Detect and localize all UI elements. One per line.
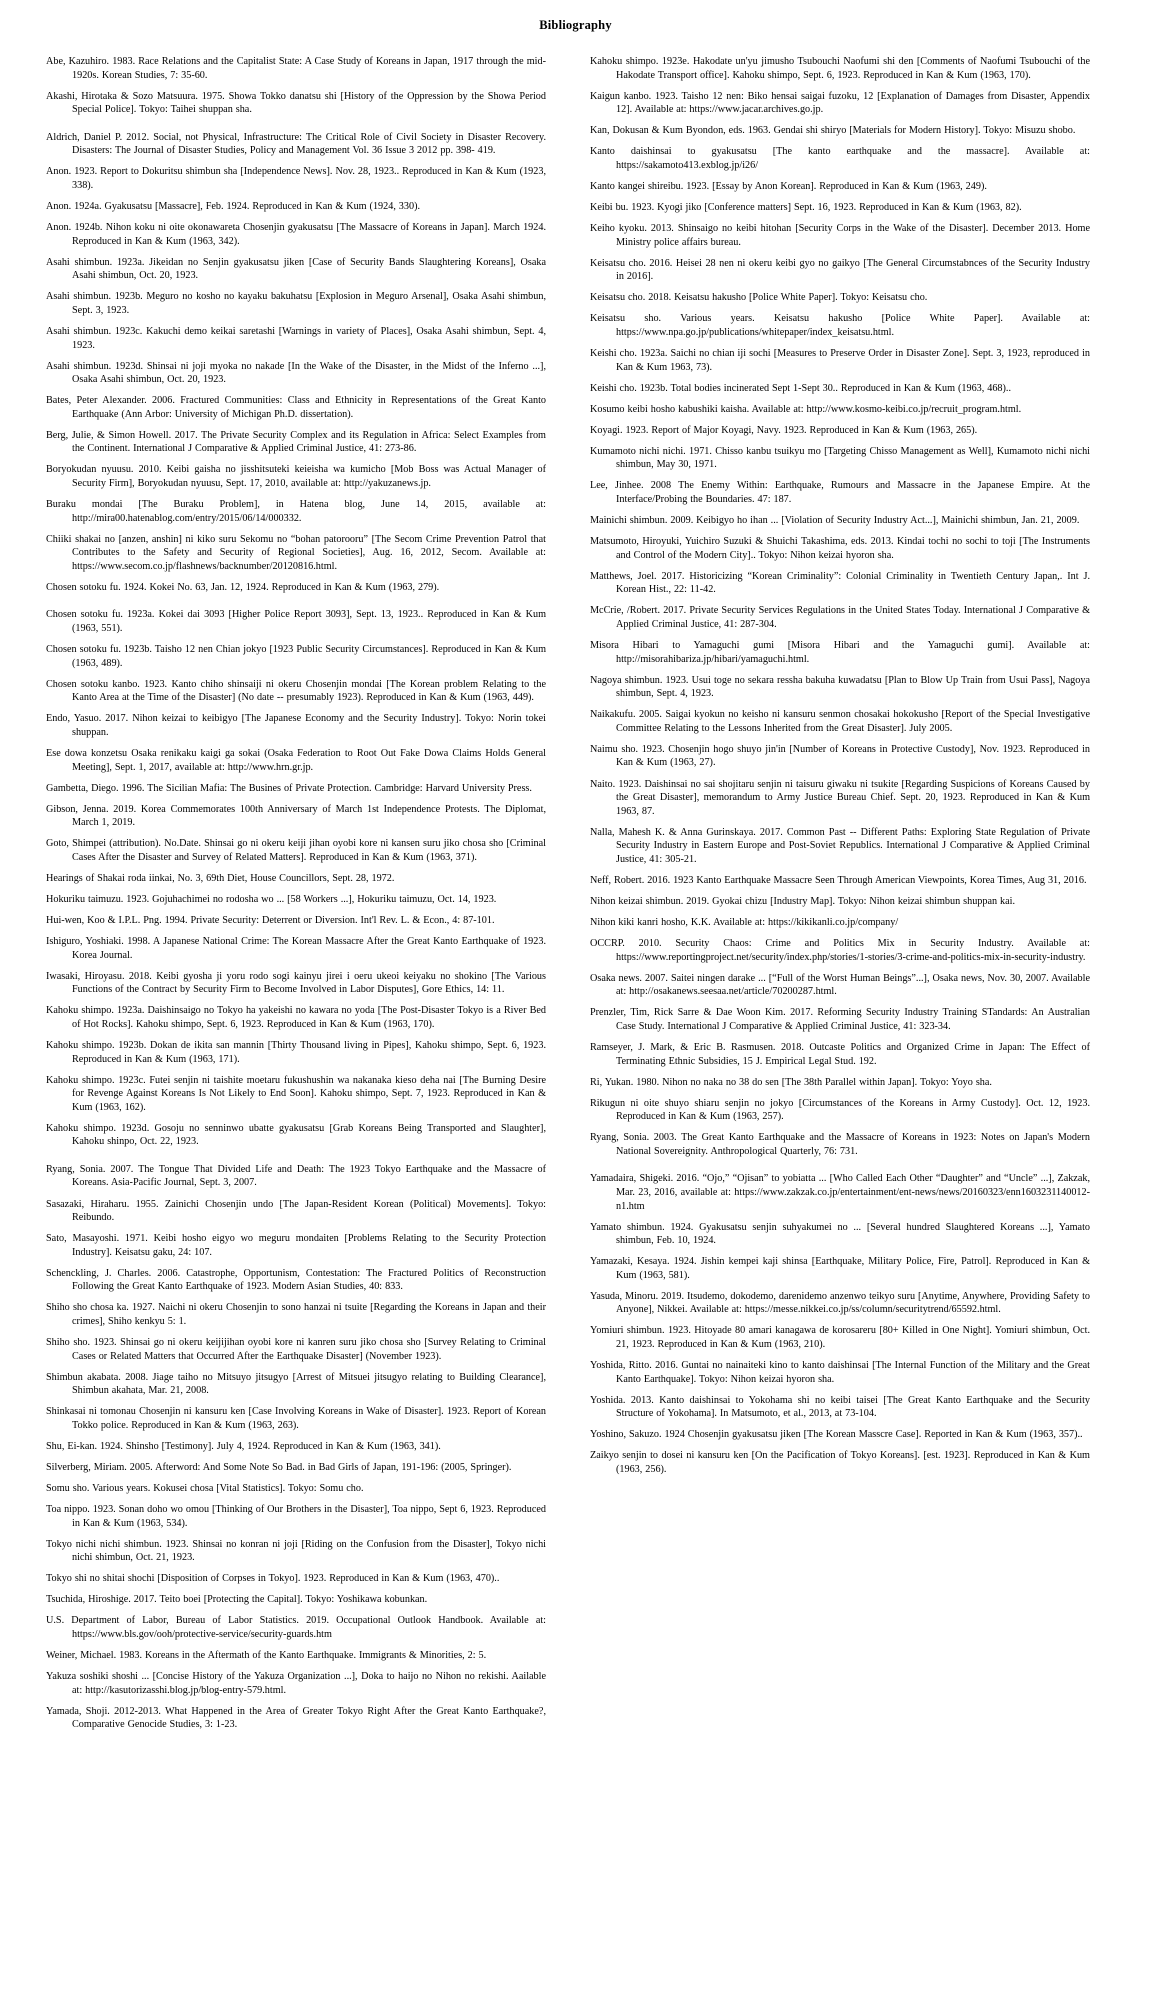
bibliography-entry: Kan, Dokusan & Kum Byondon, eds. 1963. Gendai shi shiryo [Materials for Modern History]. Tokyo: Misuzu shobo. [590,125,1076,137]
bibliography-entry: Tokyo shi no shitai shochi [Disposition of Corpses in Tokyo]. 1923. Reproduced in Kan & Kum (1963, 470).. [46,1573,500,1585]
bibliography-entry: Silverberg, Miriam. 2005. Afterword: And Some Note So Bad. in Bad Girls of Japan, 191-196: (2005, Springer). [46,1461,512,1473]
bibliography-entry: Anon. 1923. Report to Dokuritsu shimbun sha [Independence News]. Nov. 28, 1923.. Reproduced in Kan & Kum (1923, 338). [46,166,546,191]
bibliography-entry: Ishiguro, Yoshiaki. 1998. A Japanese National Crime: The Korean Massacre After the Great Kanto Earthquake of 1923. Korea Journal. [46,936,546,961]
bibliography-entry: Ese dowa konzetsu Osaka renikaku kaigi ga sokai (Osaka Federation to Root Out Fake Dowa Claims Holds General Meeting], Sept. 1, 2017, available at: http://www.hrn.gr.jp. [46,747,546,773]
bibliography-entry: Misora Hibari to Yamaguchi gumi [Misora Hibari and the Yamaguchi gumi]. Available at: http://misorahibariza.jp/hibari/yamaguchi.html. [590,640,1090,665]
bibliography-entry: Kumamoto nichi nichi. 1971. Chisso kanbu tsuikyu mo [Targeting Chisso Management as Well], Kumamoto nichi nichi shimbun, May 30, 1971. [590,445,1090,471]
bibliography-entry: Iwasaki, Hiroyasu. 2018. Keibi gyosha ji yoru rodo sogi kainyu jirei i oeru ukeoi keiyaku no shokino [The Various Functions of the Contract by Security Firm to Become Involved in Labor Disputes], Gore Ethics, 14: 11. [46,970,546,996]
bibliography-entry: Hearings of Shakai roda iinkai, No. 3, 69th Diet, House Councillors, Sept. 28, 1972. [46,872,395,884]
bibliography-entry: Ramseyer, J. Mark, & Eric B. Rasmusen. 2018. Outcaste Politics and Organized Crime in Japan: The Effect of Terminating Ethnic Subsidies, 15 J. Empirical Legal Stud. 192. [590,1041,1090,1067]
bibliography-entry: Lee, Jinhee. 2008 The Enemy Within: Earthquake, Rumours and Massacre in the Japanese Empire. At the Interface/Probing the Boundaries. 47: 187. [590,480,1090,505]
bibliography-entry: Kanto kangei shireibu. 1923. [Essay by Anon Korean]. Reproduced in Kan & Kum (1963, 249). [590,180,987,192]
bibliography-entry: Kahoku shimpo. 1923e. Hakodate un'yu jimusho Tsubouchi Naofumi shi den [Comments of Naofumi Tsubouchi of the Hakodate Transport office]. Kahoku shimpo, Sept. 6, 1923. Reproduced in Kan & Kum (1963, 170). [590,56,1090,81]
bibliography-entry: Koyagi. 1923. Report of Major Koyagi, Navy. 1923. Reproduced in Kan & Kum (1963, 265). [590,424,978,436]
bibliography-entry: Chosen sotoku fu. 1923a. Kokei dai 3093 [Higher Police Report 3093], Sept. 13, 1923.. Reproduced in Kan & Kum (1963, 551). [46,609,546,634]
bibliography-entry: Yoshida, Ritto. 2016. Guntai no nainaiteki kino to kanto daishinsai [The Internal Function of the Military and the Great Kanto Earthquake]. Tokyo: Nihon keizai hyoron sha. [590,1360,1090,1385]
right-column [590,55,1090,1484]
bibliography-entry: Schenckling, J. Charles. 2006. Catastrophe, Opportunism, Contestation: The Fractured Politics of Reconstruction Following the Great Kanto Earthquake of 1923. Modern Asian Studies, 40: 833. [46,1267,546,1293]
bibliography-entry: Yamadaira, Shigeki. 2016. “Ojo,” “Ojisan” to yobiatta ... [Who Called Each Other “Daughter” and “Uncle” ...], Zakzak, Mar. 23, 2016, available at: https://www.zakzak.co.jp/entertainment/ent-news/news/20160323/enn1603231140012-n1.htm [590,1173,1090,1212]
bibliography-entry: U.S. Department of Labor, Bureau of Labor Statistics. 2019. Occupational Outlook Handbook. Available at: https://www.bls.gov/ooh/protective-service/security-guards.htm [46,1615,546,1640]
bibliography-entry: Kahoku shimpo. 1923b. Dokan de ikita san mannin [Thirty Thousand living in Pipes], Kahoku shimpo, Sept. 6, 1923. Reproduced in Kan & Kum (1963, 171). [46,1039,546,1065]
bibliography-entry: Chosen sotoku kanbo. 1923. Kanto chiho shinsaiji ni okeru Chosenjin mondai [The Korean problem Relating to the Kanto Area at the Time of the Disaster] (No date -- presumably 1923). Reproduced in Kan & Kum (1963, 449). [46,678,546,704]
bibliography-entry: Asahi shimbun. 1923b. Meguro no kosho no kayaku bakuhatsu [Explosion in Meguro Arsenal], Osaka Asahi shimbun, Sept. 3, 1923. [46,291,546,316]
bibliography-entry: OCCRP. 2010. Security Chaos: Crime and Politics Mix in Security Industry. Available at: https://www.reportingproject.net/security/index.php/stories/1-stories/3-crime-and-politics-mix-in-security-industry. [590,938,1090,963]
bibliography-entry: Nihon keizai shimbun. 2019. Gyokai chizu [Industry Map]. Tokyo: Nihon keizai shimbun shuppan kai. [590,895,1016,907]
bibliography-entry: Keisatsu cho. 2016. Heisei 28 nen ni okeru keibi gyo no gaikyo [The General Circumstabnces of the Security Industry in 2016]. [590,257,1090,283]
bibliography-entry: Kosumo keibi hosho kabushiki kaisha. Available at: http://www.kosmo-keibi.co.jp/recruit_program.html. [590,403,1022,415]
bibliography-entry: Asahi shimbun. 1923d. Shinsai ni joji myoka no nakade [In the Wake of the Disaster, in the Midst of the Inferno ...], Osaka Asahi shimbun, Oct. 20, 1923. [46,360,546,386]
bibliography-entry: Tokyo nichi nichi shimbun. 1923. Shinsai no konran ni joji [Riding on the Confusion from the Disaster], Tokyo nichi nichi shimbun, Oct. 21, 1923. [46,1538,546,1564]
bibliography-entry: Kahoku shimpo. 1923c. Futei senjin ni taishite moetaru fukushushin wa nakanaka kieso deha nai [The Burning Desire for Revenge Against Koreans Is Not Likely to End Soon]. Kahoku shimpo, Sept. 7, 1923. Reproduced in Kan & Kum (1963, 162). [46,1074,546,1113]
bibliography-entry: Tsuchida, Hiroshige. 2017. Teito boei [Protecting the Capital]. Tokyo: Yoshikawa kobunkan. [46,1594,428,1606]
bibliography-entry: Shiho sho. 1923. Shinsai go ni okeru keijijihan oyobi kore ni kanren suru jiko chosa sho [Survey Relating to Criminal Cases or Related Matters that Occurred After the Earthquake Disaster] (November 1923). [46,1337,546,1362]
bibliography-entry: Gambetta, Diego. 1996. The Sicilian Mafia: The Busines of Private Protection. Cambridge: Harvard University Press. [46,782,532,794]
bibliography-entry: Keisatsu cho. 2018. Keisatsu hakusho [Police White Paper]. Tokyo: Keisatsu cho. [590,292,928,304]
bibliography-entry: Endo, Yasuo. 2017. Nihon keizai to keibigyo [The Japanese Economy and the Security Industry]. Tokyo: Norin tokei shuppan. [46,713,546,738]
bibliography-entry: Yakuza soshiki shoshi ... [Concise History of the Yakuza Organization ...], Doka to haijo no Nihon no rekishi. Aailable at: http://kasutorizasshi.blog.jp/blog-entry-579.html. [46,1671,546,1696]
bibliography-entry: Shiho sho chosa ka. 1927. Naichi ni okeru Chosenjin to sono hanzai ni tsuite [Regarding the Koreans in Japan and their crimes], Shiho kenkyu 5: 1. [46,1302,546,1327]
bibliography-entry: Aldrich, Daniel P. 2012. Social, not Physical, Infrastructure: The Critical Role of Civil Society in Disaster Recovery. Disasters: The Journal of Disaster Studies, Policy and Management Vol. 36 Issue 3 2012 pp. 398- 419. [46,131,546,157]
bibliography-entry: Yasuda, Minoru. 2019. Itsudemo, dokodemo, darenidemo anzenwo teikyo suru [Anytime, Anywhere, Providing Safety to Anyone], Nikkei. Available at: https://messe.nikkei.co.jp/ss/column/securitytrend/65592.html. [590,1290,1090,1316]
bibliography-entry: Boryokudan nyuusu. 2010. Keibi gaisha no jisshitsuteki keieisha wa kumicho [Mob Boss was Actual Manager of Security Firm], Boryokudan nyuusu, Sept. 17, 2010, available at: http://yakuzanews.jp. [46,464,546,489]
bibliography-entry: Kanto daishinsai to gyakusatsu [The kanto earthquake and the massacre]. Available at: https://sakamoto413.exblog.jp/i26/ [590,146,1090,171]
bibliography-entry: Toa nippo. 1923. Sonan doho wo omou [Thinking of Our Brothers in the Disaster], Toa nippo, Sept 6, 1923. Reproduced in Kan & Kum (1963, 534). [46,1504,546,1529]
bibliography-entry: Matthews, Joel. 2017. Historicizing “Korean Criminality”: Colonial Criminality in Twentieth Century Japan,. Int J. Korean Hist., 22: 11-42. [590,570,1090,596]
bibliography-entry: Yoshino, Sakuzo. 1924 Chosenjin gyakusatsu jiken [The Korean Masscre Case]. Reported in Kan & Kum (1963, 357).. [590,1429,1083,1441]
bibliography-entry: Yamada, Shoji. 2012-2013. What Happened in the Area of Greater Tokyo Right After the Great Kanto Earthquake?, Comparative Genocide Studies, 3: 1-23. [46,1705,546,1731]
bibliography-entry: Shimbun akabata. 2008. Jiage taiho no Mitsuyo jitsugyo [Arrest of Mitsuei jitsugyo relating to Building Clearance], Shimbun akahata, Mar. 21, 2008. [46,1371,546,1397]
bibliography-entry: Zaikyo senjin to dosei ni kansuru ken [On the Pacification of Tokyo Koreans]. [est. 1923]. Reproduced in Kan & Kum (1963, 256). [590,1450,1090,1475]
bibliography-entry: Naimu sho. 1923. Chosenjin hogo shuyo jin'in [Number of Koreans in Protective Custody], Nov. 1923. Reproduced in Kan & Kum (1963, 27). [590,743,1090,769]
bibliography-entry: Keibi bu. 1923. Kyogi jiko [Conference matters] Sept. 16, 1923. Reproduced in Kan & Kum (1963, 82). [590,202,1022,213]
bibliography-entry: Kaigun kanbo. 1923. Taisho 12 nen: Biko hensai saigai fuzoku, 12 [Explanation of Damages from Disaster, Appendix 12]. Available at: https://www.jacar.archives.go.jp. [590,90,1090,116]
bibliography-entry: Keishi cho. 1923b. Total bodies incinerated Sept 1-Sept 30.. Reproduced in Kan & Kum (1963, 468).. [590,382,1012,394]
bibliography-entry: Mainichi shimbun. 2009. Keibigyo ho ihan ... [Violation of Security Industry Act...], Mainichi shimbun, Jan. 21, 2009. [590,515,1080,527]
bibliography-entry: Gibson, Jenna. 2019. Korea Commemorates 100th Anniversary of March 1st Independence Protests. The Diplomat, March 1, 2019. [46,803,546,829]
bibliography-entry: Neff, Robert. 2016. 1923 Kanto Earthquake Massacre Seen Through American Viewpoints, Korea Times, Aug 31, 2016. [590,874,1087,886]
bibliography-entry: Osaka news. 2007. Saitei ningen darake ... [“Full of the Worst Human Beings”...], Osaka news, Nov. 30, 2007. Available at: http://osakanews.seesaa.net/article/70200287.html. [590,972,1090,998]
bibliography-entry: Keiho kyoku. 2013. Shinsaigo no keibi hitohan [Security Corps in the Wake of the Disaster]. December 2013. Home Ministry police affairs bureau. [590,223,1090,248]
bibliography-entry: Chosen sotoku fu. 1923b. Taisho 12 nen Chian jokyo [1923 Public Security Circumstances]. Reproduced in Kan & Kum (1963, 489). [46,644,546,669]
bibliography-entry: Hokuriku taimuzu. 1923. Gojuhachimei no rodosha wo ... [58 Workers ...], Hokuriku taimuzu, Oct. 14, 1923. [46,893,497,905]
bibliography-entry: Kahoku shimpo. 1923d. Gosoju no senninwo ubatte gyakusatsu [Grab Koreans Being Transported and Slaughter], Kahoku shinpo, Oct. 22, 1923. [46,1122,546,1148]
bibliography-entry: Akashi, Hirotaka & Sozo Matsuura. 1975. Showa Tokko danatsu shi [History of the Oppression by the Showa Period Special Police]. Tokyo: Taihei shuppan sha. [46,90,546,116]
bibliography-entry: Chosen sotoku fu. 1924. Kokei No. 63, Jan. 12, 1924. Reproduced in Kan & Kum (1963, 279). [46,581,440,593]
bibliography-entry: Weiner, Michael. 1983. Koreans in the Aftermath of the Kanto Earthquake. Immigrants & Minorities, 2: 5. [46,1650,487,1662]
page-title: Bibliography [539,18,612,32]
bibliography-entry: Naito. 1923. Daishinsai no sai shojitaru senjin ni taisuru giwaku ni tsukite [Regarding Suspicions of Koreans Caused by the Great Disaster], memorandum to Army Justice Bureau Chief. Sept. 20, 1923. Reproduced in Kan & Kum 1963, 87. [590,778,1090,817]
bibliography-entry: Sato, Masayoshi. 1971. Keibi hosho eigyo wo meguru mondaiten [Problems Relating to the Security Protection Industry]. Keisatsu gaku, 24: 107. [46,1233,546,1258]
left-column [46,55,546,1739]
bibliography-entry: Ryang, Sonia. 2003. The Great Kanto Earthquake and the Massacre of Koreans in 1923: Notes on Japan's Modern National Sovereignity. Anthropological Quarterly, 76: 731. [590,1132,1090,1157]
bibliography-entry: Yamato shimbun. 1924. Gyakusatsu senjin suhyakumei no ... [Several hundred Slaughtered Koreans ...], Yamato shimbun, Feb. 10, 1924. [590,1221,1090,1247]
bibliography-entry: Berg, Julie, & Simon Howell. 2017. The Private Security Complex and its Regulation in Africa: Select Examples from the Continent. International J Comparative & Applied Criminal Justice, 41: 273-86. [46,429,546,455]
bibliography-entry: Shinkasai ni tomonau Chosenjin ni kansuru ken [Case Involving Koreans in Wake of Disaster]. 1923. Report of Korean Tokko police. Reproduced in Kan & Kum (1963, 263). [46,1406,546,1431]
bibliography-entry: Sasazaki, Hiraharu. 1955. Zainichi Chosenjin undo [The Japan-Resident Korean (Political) Movements]. Tokyo: Reibundo. [46,1198,546,1224]
bibliography-entry: Bates, Peter Alexander. 2006. Fractured Communities: Class and Ethnicity in Representations of the Great Kanto Earthquake (Ann Arbor: University of Michigan Ph.D. dissertation). [46,395,546,420]
bibliography-entry: Buraku mondai [The Buraku Problem], in Hatena blog, June 14, 2015, available at: http://mira00.hatenablog.com/entry/2015/06/14/000332. [46,499,546,524]
bibliography-entry: McCrie, /Robert. 2017. Private Security Services Regulations in the United States Today. International J Comparative & Applied Criminal Justice, 41: 287-304. [590,605,1090,630]
bibliography-entry: Kahoku shimpo. 1923a. Daishinsaigo no Tokyo ha yakeishi no kawara no yoda [The Post-Disaster Tokyo is a River Bed of Hot Rocks]. Kahoku shimpo, Sept. 6, 1923. Reproduced in Kan & Kum (1963, 170). [46,1005,546,1030]
bibliography-entry: Naikakufu. 2005. Saigai kyokun no keisho ni kansuru senmon chosakai hokokusho [Report of the Special Investigative Committee Relating to the Lessons Inherited from the Great Disaster]. July 2005. [590,709,1090,734]
bibliography-entry: Matsumoto, Hiroyuki, Yuichiro Suzuki & Shuichi Takashima, eds. 2013. Kindai tochi no sochi to toji [The Instruments and Control of the Modern City].. Tokyo: Nihon keizai hyoron sha. [590,536,1090,561]
bibliography-entry: Anon. 1924b. Nihon koku ni oite okonawareta Chosenjin gyakusatsu [The Massacre of Koreans in Japan]. March 1924. Reproduced in Kan & Kum (1963, 342). [46,222,546,247]
bibliography-entry: Asahi shimbun. 1923a. Jikeidan no Senjin gyakusatsu jiken [Case of Security Bands Slaughtering Koreans], Osaka Asahi shimbun, Oct. 20, 1923. [46,256,546,282]
bibliography-entry: Abe, Kazuhiro. 1983. Race Relations and the Capitalist State: A Case Study of Koreans in Japan, 1917 through the mid-1920s. Korean Studies, 7: 35-60. [46,56,546,81]
two-column-body [46,55,1105,1739]
bibliography-entry: Hui-wen, Koo & I.P.L. Png. 1994. Private Security: Deterrent or Diversion. Int'l Rev. L. & Econ., 4: 87-101. [46,915,495,926]
bibliography-entry: Nagoya shimbun. 1923. Usui toge no sekara ressha bakuha kuwadatsu [Plan to Blow Up Train from Usui Pass], Nagoya shimbun, Sept. 4, 1923. [590,674,1090,700]
bibliography-entry: Somu sho. Various years. Kokusei chosa [Vital Statistics]. Tokyo: Somu cho. [46,1483,364,1494]
bibliography-entry: Chiiki shakai no [anzen, anshin] ni kiko suru Sekomu no “bohan patorooru” [The Secom Crime Prevention Patrol that Contributes to the Safety and Security of Regional Societies], Aug. 16, 2012, Secom. Available at: https://www.secom.co.jp/flashnews/backnumber/20120816.html. [46,533,546,572]
bibliography-entry: Yoshida. 2013. Kanto daishinsai to Yokohama shi no keibi taisei [The Great Kanto Earthquake and the Security Structure of Yokohama]. In Matsumoto, et al., 2013, at 73-104. [590,1394,1090,1420]
bibliography-entry: Goto, Shimpei (attribution). No.Date. Shinsai go ni okeru keiji jihan oyobi kore ni kansen suru jiko chosa sho [Criminal Cases After the Disaster and Survey of Related Matters]. Reproduced in Kan & Kum (1963, 371). [46,838,546,863]
bibliography-entry: Nalla, Mahesh K. & Anna Gurinskaya. 2017. Common Past -- Different Paths: Exploring State Regulation of Private Security Industry in Eastern Europe and Post-Soviet Republics. International J Comparative & Applied Criminal Justice, 41: 305-21. [590,826,1090,865]
bibliography-entry: Shu, Ei-kan. 1924. Shinsho [Testimony]. July 4, 1924. Reproduced in Kan & Kum (1963, 341). [46,1440,441,1452]
bibliography-entry: Nihon kiki kanri hosho, K.K. Available at: https://kikikanli.co.jp/company/ [590,917,899,928]
bibliography-entry: Rikugun ni oite shuyo shiaru senjin no jokyo [Circumstances of the Koreans in Army Custody]. Oct. 12, 1923. Reproduced in Kan & Kum (1963, 257). [590,1097,1090,1123]
bibliography-entry: Yomiuri shimbun. 1923. Hitoyade 80 amari kanagawa de korosareru [80+ Killed in One Night]. Yomiuri shimbun, Oct. 21, 1923. Reproduced in Kan & Kum (1963, 210). [590,1325,1090,1350]
bibliography-entry: Yamazaki, Kesaya. 1924. Jishin kempei kaji shinsa [Earthquake, Military Police, Fire, Patrol]. Reproduced in Kan & Kum (1963, 581). [590,1256,1090,1281]
bibliography-entry: Keisatsu sho. Various years. Keisatsu hakusho [Police White Paper]. Available at: https://www.npa.go.jp/publications/whitepaper/index_keisatsu.html. [590,313,1090,338]
bibliography-entry: Prenzler, Tim, Rick Sarre & Dae Woon Kim. 2017. Reforming Security Industry Training STandards: An Australian Case Study. International J Comparative & Applied Criminal Justice, 41: 323-34. [590,1007,1090,1032]
bibliography-entry: Asahi shimbun. 1923c. Kakuchi demo keikai saretashi [Warnings in variety of Places], Osaka Asahi shimbun, Sept. 4, 1923. [46,325,546,351]
bibliography-entry: Anon. 1924a. Gyakusatsu [Massacre], Feb. 1924. Reproduced in Kan & Kum (1924, 330). [46,201,421,212]
bibliography-entry: Ri, Yukan. 1980. Nihon no naka no 38 do sen [The 38th Parallel within Japan]. Tokyo: Yoyo sha. [590,1076,992,1088]
bibliography-entry: Keishi cho. 1923a. Saichi no chian iji sochi [Measures to Preserve Order in Disaster Zone]. Sept. 3, 1923, reproduced in Kan & Kum 1963, 73). [590,348,1090,373]
bibliography-entry: Ryang, Sonia. 2007. The Tongue That Divided Life and Death: The 1923 Tokyo Earthquake and the Massacre of Koreans. Asia-Pacific Journal, Sept. 3, 2007. [46,1163,546,1189]
